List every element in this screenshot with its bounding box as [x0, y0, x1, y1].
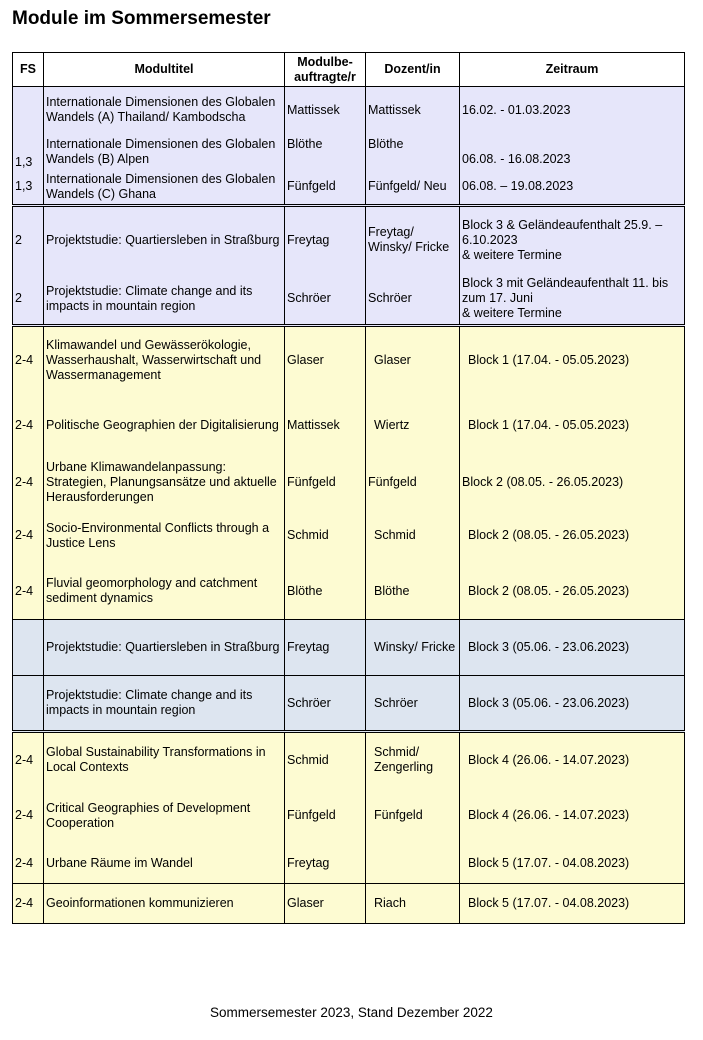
cell-titel: Fluvial geomorphology and catchment sediment dynamics: [44, 564, 285, 620]
cell-dozent: Schröer: [366, 676, 460, 732]
cell-fs: 1,3: [13, 170, 44, 206]
cell-titel: Critical Geographies of Development Cooperation: [44, 788, 285, 844]
table-row: [13, 844, 685, 884]
cell-titel: Klimawandel und Gewässerökologie, Wasserhaushalt, Wasserwirtschaft und Wassermanagement: [44, 326, 285, 394]
table-row: [13, 87, 685, 134]
cell-beauftragte: Fünfgeld: [285, 457, 366, 508]
cell-zeitraum: 06.08. - 16.08.2023: [460, 134, 685, 170]
cell-fs: 2-4: [13, 788, 44, 844]
cell-titel: Geoinformationen kommunizieren: [44, 884, 285, 924]
cell-fs: 2-4: [13, 508, 44, 564]
page-title: Module im Sommersemester: [12, 8, 271, 29]
cell-titel: Politische Geographien der Digitalisierung: [44, 394, 285, 457]
cell-beauftragte: Blöthe: [285, 564, 366, 620]
cell-beauftragte: Schmid: [285, 732, 366, 788]
cell-zeitraum: Block 5 (17.07. - 04.08.2023): [460, 884, 685, 924]
cell-fs: [13, 676, 44, 732]
cell-fs: 2-4: [13, 457, 44, 508]
cell-titel: Projektstudie: Quartiersleben in Straßburg: [44, 206, 285, 274]
cell-dozent: Glaser: [366, 326, 460, 394]
cell-dozent: Fünfgeld: [366, 457, 460, 508]
cell-titel: Projektstudie: Climate change and its impacts in mountain region: [44, 274, 285, 326]
cell-zeitraum: Block 3 & Geländeaufenthalt 25.9. – 6.10.2023 & weitere Termine: [460, 206, 685, 274]
cell-fs: 2-4: [13, 884, 44, 924]
cell-fs: 2-4: [13, 844, 44, 884]
cell-fs: [13, 620, 44, 676]
cell-dozent: [366, 844, 460, 884]
cell-beauftragte: Schröer: [285, 676, 366, 732]
cell-zeitraum: Block 1 (17.04. - 05.05.2023): [460, 394, 685, 457]
cell-fs: 2-4: [13, 394, 44, 457]
table-row: [13, 457, 685, 508]
cell-beauftragte: Mattissek: [285, 394, 366, 457]
page-footer: Sommersemester 2023, Stand Dezember 2022: [210, 1005, 493, 1020]
cell-beauftragte: Blöthe: [285, 134, 366, 170]
table-row: [13, 884, 685, 924]
cell-beauftragte: Fünfgeld: [285, 170, 366, 206]
cell-dozent: Riach: [366, 884, 460, 924]
cell-titel: Urbane Klimawandelanpassung: Strategien, Planungsansätze und aktuelle Herausforderungen: [44, 457, 285, 508]
table-row: [13, 620, 685, 676]
table-row: [13, 564, 685, 620]
table-row: [13, 394, 685, 457]
cell-beauftragte: Freytag: [285, 620, 366, 676]
cell-titel: Projektstudie: Climate change and its impacts in mountain region: [44, 676, 285, 732]
header-beauftragte: Modulbe- auftragte/r: [285, 53, 366, 87]
cell-zeitraum: Block 2 (08.05. - 26.05.2023): [460, 564, 685, 620]
cell-zeitraum: Block 3 (05.06. - 23.06.2023): [460, 620, 685, 676]
cell-titel: Internationale Dimensionen des Globalen Wandels (C) Ghana: [44, 170, 285, 206]
table-row: [13, 676, 685, 732]
cell-fs: 2: [13, 206, 44, 274]
cell-titel: Urbane Räume im Wandel: [44, 844, 285, 884]
cell-titel: Socio-Environmental Conflicts through a Justice Lens: [44, 508, 285, 564]
header-fs: FS: [13, 53, 44, 87]
cell-zeitraum: Block 4 (26.06. - 14.07.2023): [460, 732, 685, 788]
table-row: [13, 206, 685, 274]
cell-zeitraum: Block 2 (08.05. - 26.05.2023): [460, 508, 685, 564]
cell-titel: Projektstudie: Quartiersleben in Straßburg: [44, 620, 285, 676]
table-row: [13, 170, 685, 206]
cell-dozent: Mattissek: [366, 87, 460, 134]
cell-zeitraum: 16.02. - 01.03.2023: [460, 87, 685, 134]
cell-dozent: Blöthe: [366, 134, 460, 170]
cell-zeitraum: Block 4 (26.06. - 14.07.2023): [460, 788, 685, 844]
cell-beauftragte: Mattissek: [285, 87, 366, 134]
cell-dozent: Freytag/ Winsky/ Fricke: [366, 206, 460, 274]
cell-dozent: Schmid: [366, 508, 460, 564]
header-modultitel: Modultitel: [44, 53, 285, 87]
cell-fs: 2-4: [13, 732, 44, 788]
table-row: [13, 788, 685, 844]
cell-fs: 2: [13, 274, 44, 326]
table-header-row: [13, 53, 685, 87]
cell-fs: 2-4: [13, 326, 44, 394]
table-row: [13, 732, 685, 788]
cell-fs: 2-4: [13, 564, 44, 620]
cell-dozent: Winsky/ Fricke: [366, 620, 460, 676]
table-row: [13, 508, 685, 564]
cell-dozent: Fünfgeld: [366, 788, 460, 844]
cell-fs: [13, 87, 44, 134]
cell-beauftragte: Freytag: [285, 206, 366, 274]
cell-beauftragte: Schröer: [285, 274, 366, 326]
cell-beauftragte: Freytag: [285, 844, 366, 884]
cell-zeitraum: Block 2 (08.05. - 26.05.2023): [460, 457, 685, 508]
cell-zeitraum: Block 1 (17.04. - 05.05.2023): [460, 326, 685, 394]
table-row: [13, 134, 685, 170]
cell-zeitraum: Block 3 mit Geländeaufenthalt 11. bis zum 17. Juni & weitere Termine: [460, 274, 685, 326]
cell-titel: Internationale Dimensionen des Globalen Wandels (A) Thailand/ Kambodscha: [44, 87, 285, 134]
cell-fs: 1,3: [13, 134, 44, 170]
cell-beauftragte: Glaser: [285, 884, 366, 924]
cell-beauftragte: Fünfgeld: [285, 788, 366, 844]
cell-zeitraum: Block 5 (17.07. - 04.08.2023): [460, 844, 685, 884]
cell-titel: Global Sustainability Transformations in Local Contexts: [44, 732, 285, 788]
header-dozent: Dozent/in: [366, 53, 460, 87]
module-table: [12, 52, 685, 924]
cell-dozent: Fünfgeld/ Neu: [366, 170, 460, 206]
table-row: [13, 274, 685, 326]
cell-beauftragte: Schmid: [285, 508, 366, 564]
cell-dozent: Blöthe: [366, 564, 460, 620]
cell-dozent: Schmid/ Zengerling: [366, 732, 460, 788]
cell-beauftragte: Glaser: [285, 326, 366, 394]
cell-zeitraum: 06.08. – 19.08.2023: [460, 170, 685, 206]
cell-dozent: Schröer: [366, 274, 460, 326]
cell-dozent: Wiertz: [366, 394, 460, 457]
cell-zeitraum: Block 3 (05.06. - 23.06.2023): [460, 676, 685, 732]
header-zeitraum: Zeitraum: [460, 53, 685, 87]
table-row: [13, 326, 685, 394]
cell-titel: Internationale Dimensionen des Globalen Wandels (B) Alpen: [44, 134, 285, 170]
